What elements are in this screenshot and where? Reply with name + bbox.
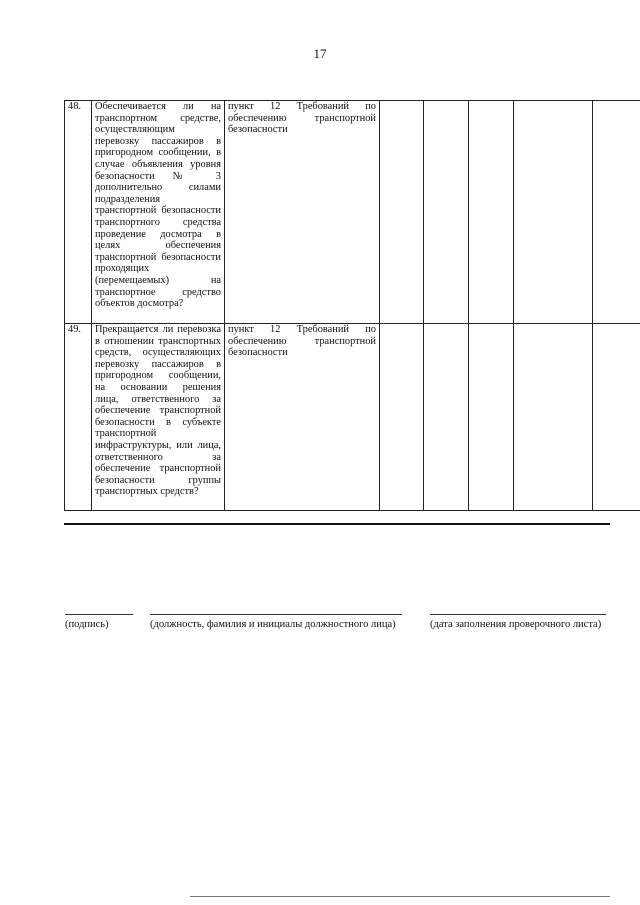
question-line: перевозку пассажиров в bbox=[95, 358, 221, 370]
answer-cell[interactable] bbox=[514, 101, 593, 324]
answer-cell[interactable] bbox=[469, 324, 514, 511]
reference-cell bbox=[225, 324, 380, 511]
question-line: обеспечение транспортной bbox=[95, 405, 221, 417]
official-line bbox=[150, 614, 402, 615]
question-line: случае объявления уровня bbox=[95, 158, 221, 170]
answer-cell[interactable] bbox=[380, 324, 424, 511]
question-line: (перемещаемых) на bbox=[95, 274, 221, 286]
reference-line: пункт 12 Требований по bbox=[228, 101, 376, 112]
question-line: безопасности № 3 bbox=[95, 170, 221, 182]
question-line: средств, осуществляющих bbox=[95, 347, 221, 359]
reference-line: обеспечению транспортной bbox=[228, 112, 376, 124]
reference-line: безопасности bbox=[228, 124, 288, 136]
table-row bbox=[65, 324, 640, 511]
question-line: осуществляющим bbox=[95, 124, 175, 136]
question-line: транспортной безопасности bbox=[95, 251, 221, 263]
answer-cell[interactable] bbox=[514, 324, 593, 511]
answer-cell[interactable] bbox=[593, 101, 640, 324]
reference-line: безопасности bbox=[228, 347, 288, 359]
row-number: 48. bbox=[65, 101, 92, 324]
question-line: на основании решения bbox=[95, 381, 221, 393]
question-line: транспортной bbox=[95, 428, 157, 440]
date-label: (дата заполнения проверочного листа) bbox=[430, 619, 602, 630]
reference-line: обеспечению транспортной bbox=[228, 335, 376, 347]
question-line: проведение досмотра в bbox=[95, 228, 221, 240]
reference-line: пункт 12 Требований по bbox=[228, 324, 376, 335]
question-line: транспортных средств? bbox=[95, 486, 199, 498]
question-line: проходящих bbox=[95, 263, 150, 275]
question-line: целях обеспечения bbox=[95, 240, 221, 252]
answer-cell[interactable] bbox=[424, 324, 469, 511]
question-line: обеспечение транспортной bbox=[95, 463, 221, 475]
question-line: безопасности в субъекте bbox=[95, 416, 221, 428]
official-block bbox=[150, 614, 402, 630]
question-line: ответственного за bbox=[95, 451, 221, 463]
question-line: инфраструктуры, или лица, bbox=[95, 439, 221, 451]
signature-line bbox=[65, 614, 133, 615]
question-line: транспортной безопасности bbox=[95, 205, 221, 217]
table-closing-rule bbox=[64, 523, 610, 525]
question-line: пригородном сообщении, в bbox=[95, 147, 221, 159]
date-block bbox=[430, 614, 606, 630]
question-line: в отношении транспортных bbox=[95, 335, 221, 347]
question-cell bbox=[92, 324, 225, 511]
question-line: транспортного средства bbox=[95, 216, 221, 228]
signature-block bbox=[65, 614, 133, 630]
answer-cell[interactable] bbox=[380, 101, 424, 324]
question-line: подразделения bbox=[95, 193, 161, 205]
question-line: транспортном средстве, bbox=[95, 112, 221, 124]
page-number: 17 bbox=[313, 46, 327, 61]
question-line: перевозку пассажиров в bbox=[95, 135, 221, 147]
answer-cell[interactable] bbox=[424, 101, 469, 324]
official-label: (должность, фамилия и инициалы должностного лица) bbox=[150, 619, 396, 630]
answer-cell[interactable] bbox=[593, 324, 640, 511]
signature-label: (подпись) bbox=[65, 619, 109, 630]
reference-cell bbox=[225, 101, 380, 324]
question-line: Обеспечивается ли на bbox=[95, 101, 221, 112]
table-row bbox=[65, 101, 640, 324]
scan-edge-line bbox=[190, 896, 610, 897]
question-line: Прекращается ли перевозка bbox=[95, 324, 221, 335]
question-line: безопасности группы bbox=[95, 474, 221, 486]
date-line bbox=[430, 614, 606, 615]
question-line: лица, ответственного за bbox=[95, 393, 221, 405]
question-line: дополнительно силами bbox=[95, 182, 221, 194]
question-line: объектов досмотра? bbox=[95, 298, 184, 310]
question-line: пригородном сообщении, bbox=[95, 370, 221, 382]
question-cell bbox=[92, 101, 225, 324]
checklist-table bbox=[64, 100, 640, 511]
row-number: 49. bbox=[65, 324, 92, 511]
answer-cell[interactable] bbox=[469, 101, 514, 324]
question-line: транспортное средство bbox=[95, 286, 221, 298]
